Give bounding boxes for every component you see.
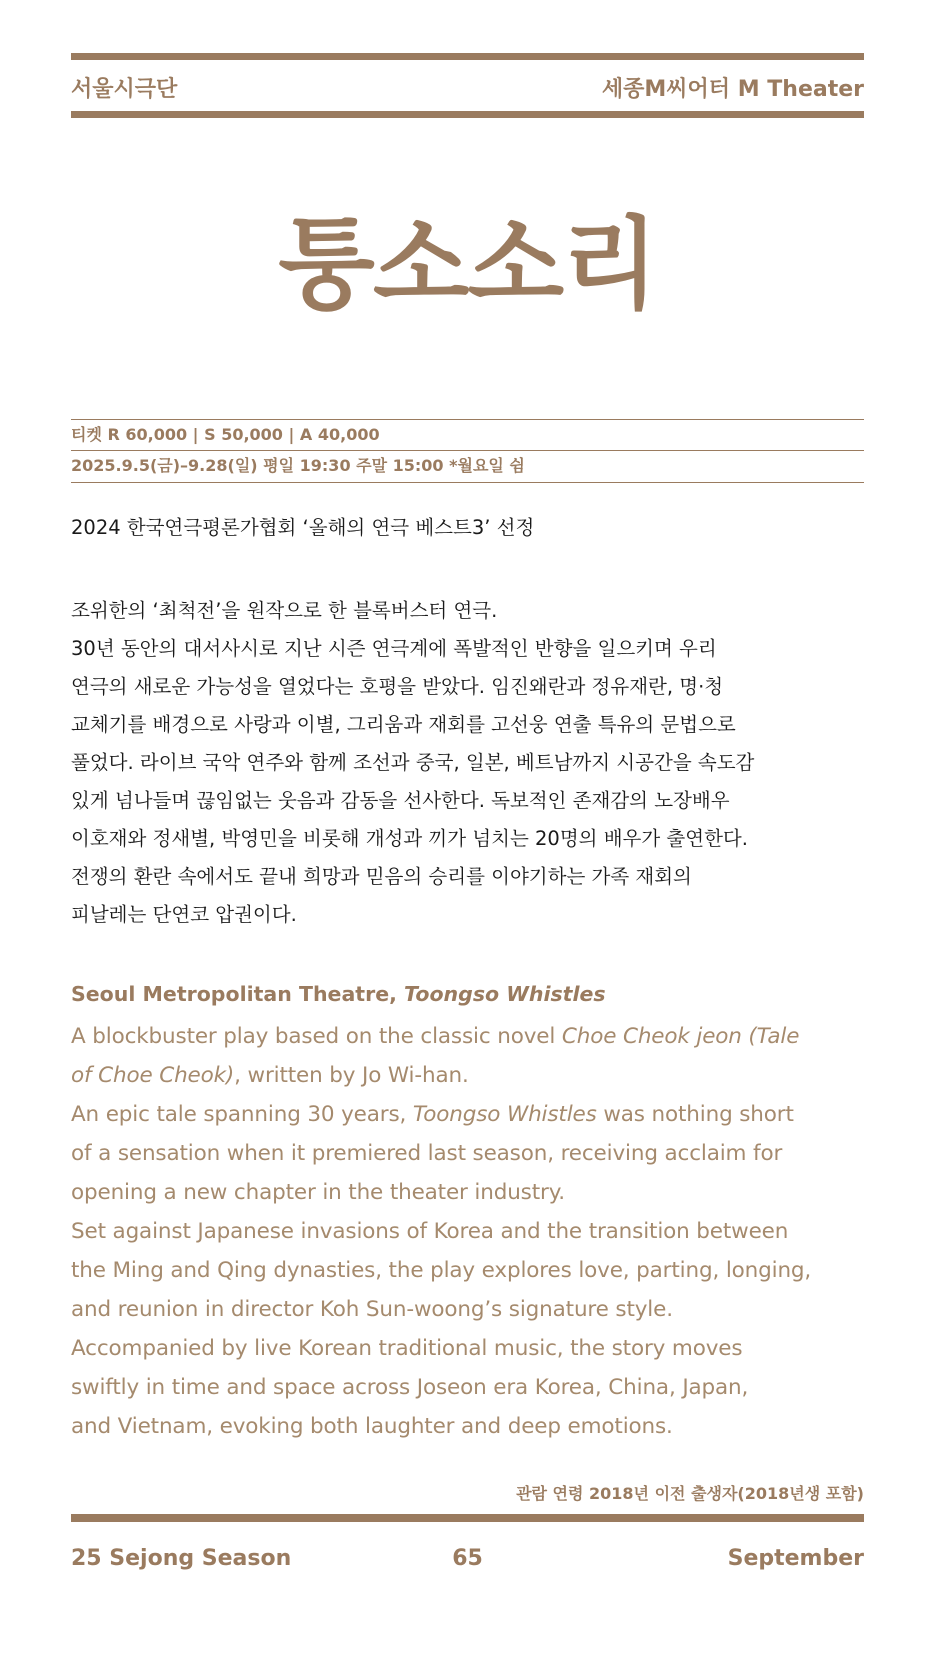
novel-title: of Choe Cheok) [71, 1063, 235, 1088]
korean-line: 교체기를 배경으로 사랑과 이별, 그리움과 재회를 고선웅 연출 특유의 문법으로 [71, 713, 736, 736]
divider [71, 482, 864, 483]
month-label: September [727, 1546, 864, 1571]
page-footer [71, 1546, 864, 1580]
english-line: the Ming and Qing dynasties, the play explores love, parting, longing, [71, 1258, 812, 1283]
ticket-prices: 티켓 R 60,000 | S 50,000 | A 40,000 [71, 425, 380, 444]
venue-name: 세종M씨어터 M Theater [601, 76, 864, 102]
age-notice: 관람 연령 2018년 이전 출생자(2018년생 포함) [516, 1484, 864, 1503]
english-text: was nothing short [596, 1102, 794, 1127]
novel-title: Choe Cheok jeon (Tale [561, 1024, 800, 1049]
english-company: Seoul Metropolitan Theatre, [71, 982, 405, 1006]
korean-line: 30년 동안의 대서사시로 지난 시즌 연극계에 폭발적인 반향을 일으키며 우리 [71, 637, 717, 660]
english-text: A blockbuster play based on the classic novel [71, 1024, 562, 1049]
award-note: 2024 한국연극평론가협회 ‘올해의 연극 베스트3’ 선정 [71, 516, 535, 539]
play-title-italic: Toongso Whistles [412, 1102, 597, 1127]
english-line: swiftly in time and space across Joseon era Korea, China, Japan, [71, 1375, 749, 1400]
english-heading [71, 979, 864, 1009]
korean-line: 연극의 새로운 가능성을 열었다는 호평을 받았다. 임진왜란과 정유재란, 명·청 [71, 675, 724, 698]
korean-line: 이호재와 정새별, 박영민을 비롯해 개성과 끼가 넘치는 20명의 배우가 출연한다. [71, 827, 748, 850]
english-text: An epic tale spanning 30 years, [71, 1102, 413, 1127]
english-play-title: Toongso Whistles [404, 982, 606, 1006]
english-line: and Vietnam, evoking both laughter and deep emotions. [71, 1414, 673, 1439]
english-line: opening a new chapter in the theater industry. [71, 1180, 565, 1205]
season-label: 25 Sejong Season [71, 1546, 292, 1571]
company-name: 서울시극단 [71, 76, 178, 102]
english-line: Accompanied by live Korean traditional music, the story moves [71, 1336, 743, 1361]
korean-line: 피날레는 단연코 압권이다. [71, 903, 297, 926]
page-number: 65 [452, 1546, 483, 1571]
english-line: of a sensation when it premiered last season, receiving acclaim for [71, 1141, 783, 1166]
play-title: 퉁소소리 [278, 206, 657, 323]
korean-line: 풀었다. 라이브 국악 연주와 함께 조선과 중국, 일본, 베트남까지 시공간을 속도감 [71, 751, 755, 774]
korean-line: 있게 넘나들며 끊임없는 웃음과 감동을 선사한다. 독보적인 존재감의 노장배우 [71, 789, 730, 812]
program-page [71, 0, 864, 1679]
performance-schedule: 2025.9.5(금)–9.28(일) 평일 19:30 주말 15:00 *월요일 쉼 [71, 456, 525, 475]
english-line [71, 1095, 864, 1134]
header-top-rule [71, 53, 864, 60]
korean-line: 조위한의 ‘최척전’을 원작으로 한 블록버스터 연극. [71, 599, 498, 622]
footer-rule [71, 1514, 864, 1522]
english-line [71, 1056, 864, 1095]
english-text: , written by Jo Wi-han. [234, 1063, 469, 1088]
korean-description [71, 592, 864, 934]
english-line: Set against Japanese invasions of Korea and the transition between [71, 1219, 789, 1244]
english-line: and reunion in director Koh Sun-woong’s signature style. [71, 1297, 673, 1322]
english-description [71, 1017, 864, 1446]
header-bottom-rule [71, 111, 864, 118]
page-header [71, 70, 864, 104]
korean-line: 전쟁의 환란 속에서도 끝내 희망과 믿음의 승리를 이야기하는 가족 재회의 [71, 865, 692, 888]
english-line [71, 1017, 864, 1056]
